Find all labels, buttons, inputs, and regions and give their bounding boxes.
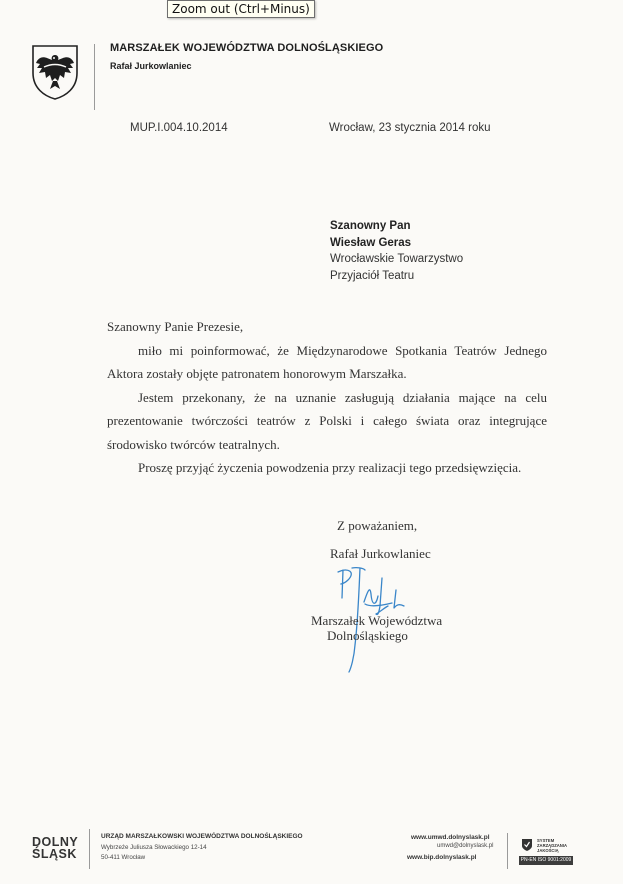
closing-title-line1: Marszałek Województwa [311,613,443,628]
reference-number: MUP.I.004.10.2014 [130,122,228,134]
letterhead-divider [94,44,95,110]
letter-paragraph-1: miło mi poinformować, że Międzynarodowe Spotkania Teatrów Jednego Aktora zostały objęte patronatem honorowym Marszałka. [107,342,547,381]
footer-divider-left [89,829,90,869]
letter-body [107,315,547,480]
silesian-eagle-crest-icon [30,43,80,101]
dolny-slask-logo-line1: DOLNY [32,835,79,849]
recipient-org-line2: Przyjaciół Teatru [330,269,415,282]
closing-title-line2: Dolnośląskiego [327,628,408,643]
letter-date: Wrocław, 23 stycznia 2014 roku [329,122,491,134]
recipient-org-line1: Wrocławskie Towarzystwo [330,253,464,265]
letterhead-office-title: MARSZAŁEK WOJEWÓDZTWA DOLNOŚLĄSKIEGO [110,42,384,54]
recipient-name: Wiesław Geras [330,236,412,249]
quality-system-icon [521,838,533,852]
letter-paragraph-3: Proszę przyjąć życzenia powodzenia przy realizacji tego przedsięwzięcia. [138,460,522,475]
recipient-salutation: Szanowny Pan [330,220,411,232]
iso-certificate-badge: PN-EN ISO 9001:2009 [520,857,572,863]
footer-address-street: Wybrzeże Juliusza Słowackiego 12-14 [101,844,207,851]
dolny-slask-logo [32,836,78,860]
footer-address-city: 50-411 Wrocław [101,854,146,861]
zoom-out-tooltip: Zoom out (Ctrl+Minus) [167,0,315,18]
letter-greeting: Szanowny Panie Prezesie, [107,319,244,334]
footer-office-name: URZĄD MARSZAŁKOWSKI WOJEWÓDZTWA DOLNOŚLĄSKIEGO [101,833,303,840]
footer-email-link[interactable]: umwd@dolnyslask.pl [437,843,494,849]
closing-signer-name: Rafał Jurkowlaniec [330,546,431,561]
closing-regards: Z poważaniem, [337,518,418,533]
dolny-slask-logo-line2: ŚLĄSK [32,847,77,861]
quality-system-label: SYSTEM ZARZĄDZANIA JAKOŚCIĄ [537,838,567,853]
footer-divider-right [507,833,508,869]
recipient-address [330,218,463,284]
letterhead-office-holder: Rafał Jurkowlaniec [110,61,192,71]
footer-website-link[interactable]: www.umwd.dolnyslask.pl [411,834,490,841]
footer-bip-link[interactable]: www.bip.dolnyslask.pl [407,854,477,861]
letter-paragraph-2: Jestem przekonany, że na uznanie zasługują działania mające na celu prezentowanie twórczości teatrów z Polski i całego świata oraz integrujące środowisko twórców teatralnych. [107,389,547,452]
